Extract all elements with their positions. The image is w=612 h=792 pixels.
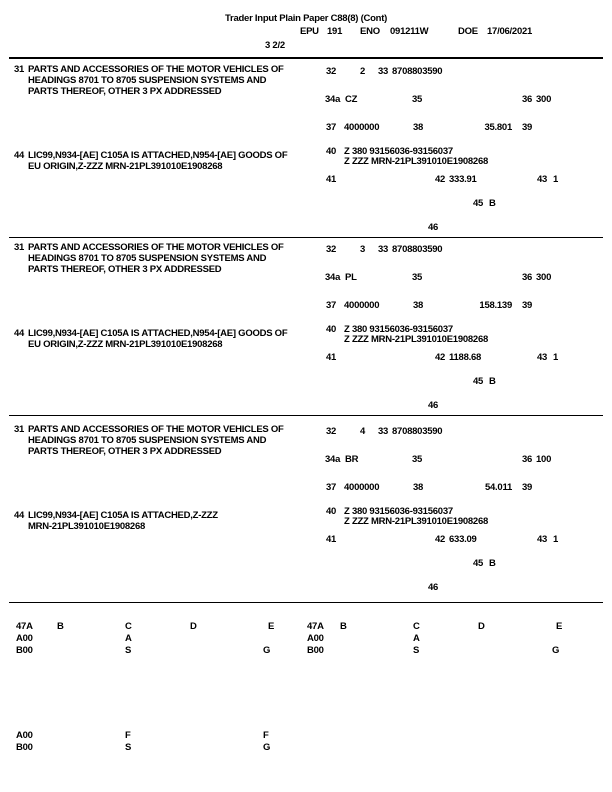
box34a-label: 34a — [325, 272, 341, 283]
tax-flag: G — [263, 742, 271, 753]
item-number: 4 — [360, 426, 366, 437]
box34a-label: 34a — [325, 94, 341, 105]
box43-label: 43 — [537, 352, 548, 363]
box35-label: 35 — [412, 94, 423, 105]
goods-description-line2: HEADINGS 8701 TO 8705 SUSPENSION SYSTEMS AND — [28, 253, 267, 264]
box33-label: 33 — [378, 66, 389, 77]
header-rule — [9, 57, 603, 59]
doe-value: 17/06/2021 — [487, 26, 533, 37]
tax-flag: G — [552, 645, 560, 656]
box35-label: 35 — [412, 272, 423, 283]
tax-flag: F — [263, 730, 269, 741]
tax-mop: S — [125, 645, 132, 656]
item-section-2 — [0, 60, 612, 238]
box36-label: 36 — [522, 94, 533, 105]
commodity-code: 8708803590 — [392, 66, 443, 77]
item-section-4 — [0, 420, 612, 598]
box31-label: 31 — [14, 64, 25, 75]
box32-label: 32 — [326, 66, 337, 77]
box35-label: 35 — [412, 454, 423, 465]
valuation-method: 1 — [553, 174, 559, 185]
eno-value: 091211W — [390, 26, 429, 37]
tax-mop: S — [125, 742, 132, 753]
tax-type-code: A00 — [16, 633, 33, 644]
box44-text-line1: LIC99,N934-[AE] C105A IS ATTACHED,Z-ZZZ — [28, 510, 218, 521]
box36-label: 36 — [522, 454, 533, 465]
epu-value: 191 — [327, 26, 343, 37]
tax-type-code: B00 — [16, 742, 33, 753]
box33-label: 33 — [378, 426, 389, 437]
valuation-method: 1 — [553, 534, 559, 545]
goods-description-line2: HEADINGS 8701 TO 8705 SUSPENSION SYSTEMS AND — [28, 75, 267, 86]
box32-label: 32 — [326, 426, 337, 437]
box45-value: B — [489, 376, 496, 387]
tax-flag: G — [263, 645, 271, 656]
box45-value: B — [489, 198, 496, 209]
col-e-label: E — [556, 621, 563, 632]
box44-text-line1: LIC99,N934-[AE] C105A IS ATTACHED,N954-[AE] GOODS OF — [28, 328, 288, 339]
tax-type-code: B00 — [16, 645, 33, 656]
box37-label: 37 — [326, 300, 337, 311]
section-divider — [9, 602, 603, 603]
net-mass: 54.011 — [484, 482, 512, 493]
item-number: 3 — [360, 244, 366, 255]
box31-label: 31 — [14, 242, 25, 253]
previous-document-line2: Z ZZZ MRN-21PL391010E1908268 — [344, 516, 489, 527]
procedure-code: 4000000 — [344, 122, 380, 133]
previous-document-line2: Z ZZZ MRN-21PL391010E1908268 — [344, 156, 489, 167]
box46-label: 46 — [428, 582, 439, 593]
box42-label: 42 — [435, 352, 446, 363]
box45-label: 45 — [473, 558, 484, 569]
box37-label: 37 — [326, 122, 337, 133]
goods-description-line1: PARTS AND ACCESSORIES OF THE MOTOR VEHICLES OF — [28, 64, 284, 75]
previous-document-line1: Z 380 93156036-93156037 — [344, 506, 453, 517]
tax-mop: A — [413, 633, 420, 644]
box40-label: 40 — [326, 146, 337, 157]
box43-label: 43 — [537, 174, 548, 185]
commodity-code: 8708803590 — [392, 244, 443, 255]
previous-document-line2: Z ZZZ MRN-21PL391010E1908268 — [344, 334, 489, 345]
tax-mop: F — [125, 730, 131, 741]
goods-description-line3: PARTS THEREOF, OTHER 3 PX ADDRESSED — [28, 446, 222, 457]
box42-label: 42 — [435, 534, 446, 545]
box33-label: 33 — [378, 244, 389, 255]
box47a-label: 47A — [16, 621, 33, 632]
section-divider — [9, 415, 603, 416]
page-number: 3 2/2 — [265, 40, 285, 51]
box38-label: 38 — [413, 300, 424, 311]
tax-type-code: B00 — [307, 645, 324, 656]
eno-label: ENO — [360, 26, 380, 37]
box46-label: 46 — [428, 222, 439, 233]
procedure-code: 4000000 — [344, 482, 380, 493]
box38-label: 38 — [413, 122, 424, 133]
box45-label: 45 — [473, 198, 484, 209]
box41-label: 41 — [326, 174, 337, 185]
box44-label: 44 — [14, 150, 25, 161]
box44-label: 44 — [14, 328, 25, 339]
box41-label: 41 — [326, 352, 337, 363]
item-price: 633.09 — [449, 534, 477, 545]
box34a-label: 34a — [325, 454, 341, 465]
box39-label: 39 — [522, 482, 533, 493]
preference-value: 100 — [536, 454, 552, 465]
box45-value: B — [489, 558, 496, 569]
goods-description-line1: PARTS AND ACCESSORIES OF THE MOTOR VEHICLES OF — [28, 242, 284, 253]
item-section-3 — [0, 238, 612, 416]
goods-description-line3: PARTS THEREOF, OTHER 3 PX ADDRESSED — [28, 264, 222, 275]
goods-description-line1: PARTS AND ACCESSORIES OF THE MOTOR VEHICLES OF — [28, 424, 284, 435]
net-mass: 158.139 — [479, 300, 512, 311]
box42-label: 42 — [435, 174, 446, 185]
goods-description-line3: PARTS THEREOF, OTHER 3 PX ADDRESSED — [28, 86, 222, 97]
col-c-label: C — [125, 621, 132, 632]
preference-value: 300 — [536, 94, 552, 105]
country-of-origin: BR — [345, 454, 359, 465]
box44-text-line2: EU ORIGIN,Z-ZZZ MRN-21PL391010E1908268 — [28, 339, 223, 350]
col-b-label: B — [340, 621, 347, 632]
box31-label: 31 — [14, 424, 25, 435]
box39-label: 39 — [522, 300, 533, 311]
net-mass: 35.801 — [484, 122, 512, 133]
col-d-label: D — [190, 621, 197, 632]
col-d-label: D — [478, 621, 485, 632]
box44-label: 44 — [14, 510, 25, 521]
epu-label: EPU — [300, 26, 319, 37]
tax-mop: A — [125, 633, 132, 644]
commodity-code: 8708803590 — [392, 426, 443, 437]
box38-label: 38 — [413, 482, 424, 493]
tax-mop: S — [413, 645, 420, 656]
box47a-label: 47A — [307, 621, 324, 632]
preference-value: 300 — [536, 272, 552, 283]
goods-description-line2: HEADINGS 8701 TO 8705 SUSPENSION SYSTEMS AND — [28, 435, 267, 446]
procedure-code: 4000000 — [344, 300, 380, 311]
item-number: 2 — [360, 66, 366, 77]
box32-label: 32 — [326, 244, 337, 255]
previous-document-line1: Z 380 93156036-93156037 — [344, 146, 453, 157]
item-price: 1188.68 — [449, 352, 482, 363]
box39-label: 39 — [522, 122, 533, 133]
tax-type-code: A00 — [307, 633, 324, 644]
valuation-method: 1 — [553, 352, 559, 363]
previous-document-line1: Z 380 93156036-93156037 — [344, 324, 453, 335]
country-of-origin: PL — [345, 272, 357, 283]
tax-type-code: A00 — [16, 730, 33, 741]
col-e-label: E — [268, 621, 275, 632]
box41-label: 41 — [326, 534, 337, 545]
col-b-label: B — [57, 621, 64, 632]
box44-text-line2: EU ORIGIN,Z-ZZZ MRN-21PL391010E1908268 — [28, 161, 223, 172]
box44-text-line2: MRN-21PL391010E1908268 — [28, 521, 146, 532]
box36-label: 36 — [522, 272, 533, 283]
box40-label: 40 — [326, 506, 337, 517]
doe-label: DOE — [458, 26, 478, 37]
box45-label: 45 — [473, 376, 484, 387]
box37-label: 37 — [326, 482, 337, 493]
box46-label: 46 — [428, 400, 439, 411]
item-price: 333.91 — [449, 174, 477, 185]
col-c-label: C — [413, 621, 420, 632]
page-title: Trader Input Plain Paper C88(8) (Cont) — [224, 13, 388, 24]
box43-label: 43 — [537, 534, 548, 545]
country-of-origin: CZ — [345, 94, 358, 105]
box44-text-line1: LIC99,N934-[AE] C105A IS ATTACHED,N954-[AE] GOODS OF — [28, 150, 288, 161]
box40-label: 40 — [326, 324, 337, 335]
